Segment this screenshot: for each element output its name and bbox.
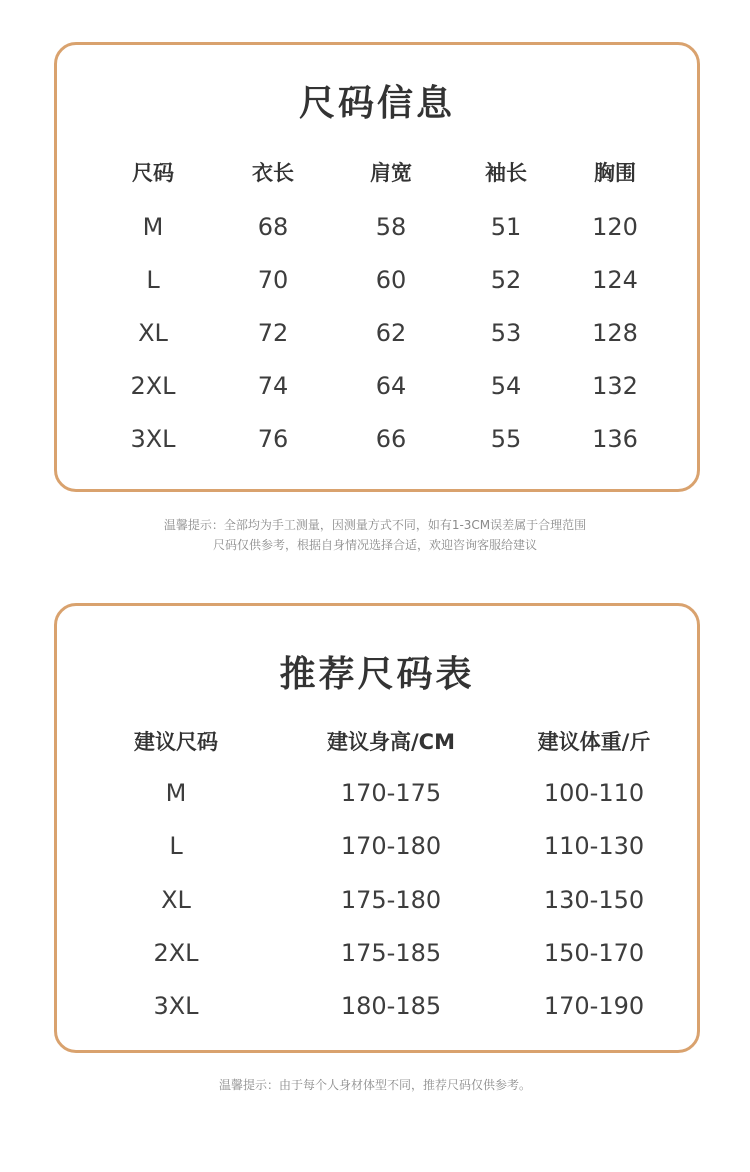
sleeve-cell: 54 — [490, 372, 522, 400]
size-header-chest: 胸围 — [594, 161, 636, 185]
height-cell: 170-180 — [340, 832, 442, 860]
chest-cell: 120 — [592, 213, 638, 241]
length-cell: 72 — [257, 319, 289, 347]
size-cell: L — [146, 266, 160, 294]
shoulder-cell: 58 — [375, 213, 407, 241]
table-row — [57, 986, 697, 1026]
size-header-length: 衣长 — [252, 161, 294, 185]
weight-cell: 130-150 — [543, 886, 645, 914]
table-row — [57, 773, 697, 813]
chest-cell: 136 — [592, 425, 638, 453]
chest-cell: 132 — [592, 372, 638, 400]
shoulder-cell: 62 — [375, 319, 407, 347]
table-row — [57, 366, 697, 406]
shoulder-cell: 66 — [375, 425, 407, 453]
weight-cell: 170-190 — [543, 992, 645, 1020]
height-cell: 180-185 — [340, 992, 442, 1020]
weight-cell: 110-130 — [543, 832, 645, 860]
sleeve-cell: 51 — [490, 213, 522, 241]
shoulder-cell: 60 — [375, 266, 407, 294]
size-header-shoulder: 肩宽 — [370, 161, 412, 185]
recommend-note: 温馨提示：由于每个人身材体型不同，推荐尺码仅供参考。 — [218, 1078, 531, 1092]
table-row — [57, 826, 697, 866]
length-cell: 76 — [257, 425, 289, 453]
table-row — [57, 419, 697, 459]
length-cell: 74 — [257, 372, 289, 400]
size-cell: 2XL — [153, 939, 199, 967]
size-note-line-1: 温馨提示：全部均为手工测量，因测量方式不同，如有1-3CM误差属于合理范围 — [163, 518, 587, 532]
size-cell: XL — [161, 886, 191, 914]
size-cell: M — [165, 779, 187, 807]
table-row — [57, 260, 697, 300]
weight-cell: 100-110 — [543, 779, 645, 807]
size-cell: L — [169, 832, 183, 860]
size-header-sleeve: 袖长 — [485, 161, 527, 185]
recommend-header-size: 建议尺码 — [134, 730, 218, 754]
weight-cell: 150-170 — [543, 939, 645, 967]
recommend-header-weight: 建议体重/斤 — [537, 730, 651, 754]
table-row — [57, 207, 697, 247]
sleeve-cell: 55 — [490, 425, 522, 453]
table-row — [57, 880, 697, 920]
table-row — [57, 313, 697, 353]
recommend-size-card — [54, 603, 700, 1053]
size-info-title: 尺码信息 — [298, 83, 455, 124]
chest-cell: 124 — [592, 266, 638, 294]
size-cell: XL — [138, 319, 168, 347]
height-cell: 170-175 — [340, 779, 442, 807]
size-header-size: 尺码 — [132, 161, 174, 185]
chest-cell: 128 — [592, 319, 638, 347]
height-cell: 175-180 — [340, 886, 442, 914]
size-cell: 3XL — [130, 425, 176, 453]
size-table-header — [57, 153, 697, 193]
recommend-size-title: 推荐尺码表 — [279, 654, 475, 695]
size-note-line-2: 尺码仅供参考，根据自身情况选择合适，欢迎咨询客服给建议 — [212, 538, 537, 552]
sleeve-cell: 53 — [490, 319, 522, 347]
recommend-table-header — [57, 722, 697, 762]
size-cell: M — [142, 213, 164, 241]
length-cell: 70 — [257, 266, 289, 294]
shoulder-cell: 64 — [375, 372, 407, 400]
size-info-card — [54, 42, 700, 492]
length-cell: 68 — [257, 213, 289, 241]
height-cell: 175-185 — [340, 939, 442, 967]
table-row — [57, 933, 697, 973]
size-cell: 2XL — [130, 372, 176, 400]
size-info-note — [0, 515, 750, 555]
recommend-header-height: 建议身高/CM — [327, 730, 455, 754]
size-cell: 3XL — [153, 992, 199, 1020]
sleeve-cell: 52 — [490, 266, 522, 294]
